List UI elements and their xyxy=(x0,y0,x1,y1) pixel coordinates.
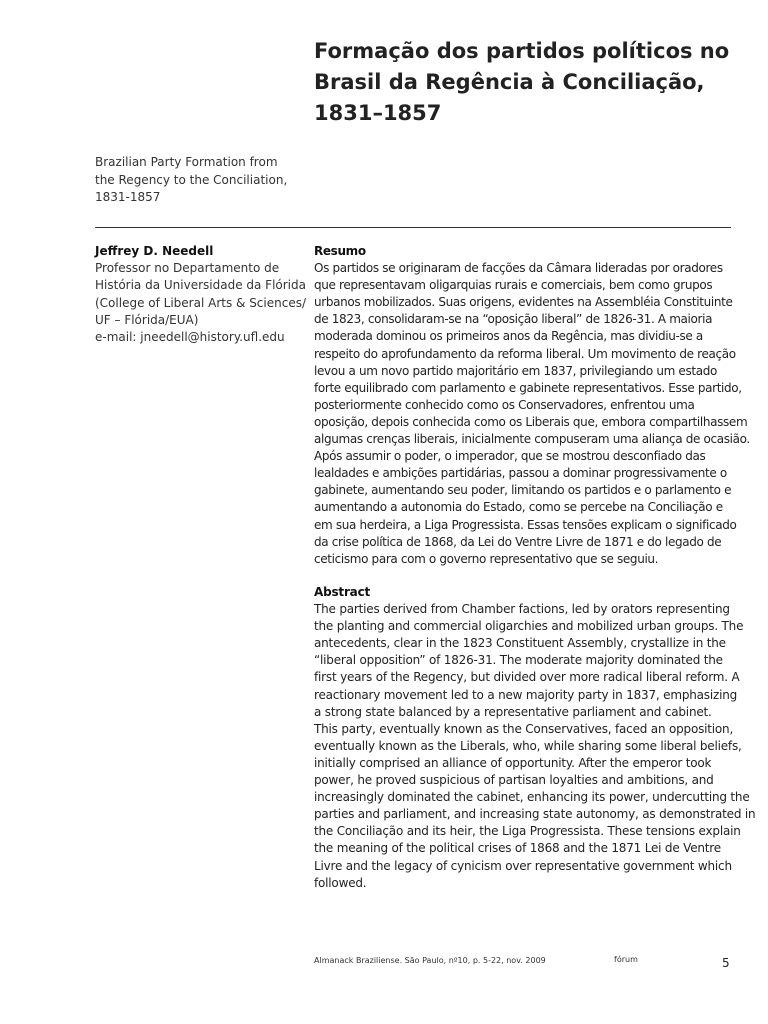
article-title-line: Formação dos partidos políticos no xyxy=(314,39,730,63)
author-affiliation-line: (College of Liberal Arts & Sciences/ xyxy=(95,295,307,310)
article-title xyxy=(314,36,734,129)
resumo-line: que representavam oligarquias rurais e comerciais, bem como grupos xyxy=(314,278,713,293)
resumo-line: levou a um novo partido majoritário em 1837, privilegiando um estado xyxy=(314,363,717,378)
abstract-line: eventually known as the Liberals, who, while sharing some liberal beliefs, xyxy=(314,738,742,753)
abstract-heading: Abstract xyxy=(314,585,371,599)
resumo-line: ceticismo para com o governo representativo que se seguiu. xyxy=(314,551,659,566)
article-title-line: 1831–1857 xyxy=(314,101,442,125)
abstract-section xyxy=(314,584,756,892)
resumo-line: moderada dominou os primeiros anos da Regência, mas dividiu-se a xyxy=(314,329,703,344)
resumo-line: Os partidos se originaram de facções da Câmara lideradas por oradores xyxy=(314,261,723,276)
abstract-line: a strong state balanced by a representative parliament and cabinet. xyxy=(314,704,712,719)
abstract-line: increasingly dominated the cabinet, enhancing its power, undercutting the xyxy=(314,790,750,805)
english-title-line: 1831-1857 xyxy=(95,190,161,204)
resumo-line: urbanos mobilizados. Suas origens, evidentes na Assembléia Constituinte xyxy=(314,295,733,310)
resumo-line: em sua herdeira, a Liga Progressista. Essas tensões explicam o significado xyxy=(314,517,737,532)
author-affiliation-line: UF – Flórida/EUA) xyxy=(95,312,199,327)
abstract-line: Livre and the legacy of cynicism over representative government which xyxy=(314,858,732,873)
author-block xyxy=(95,243,305,346)
resumo-section xyxy=(314,243,750,568)
abstract-line: first years of the Regency, but divided over more radical liberal reform. A xyxy=(314,670,740,685)
resumo-line: aumentando a autonomia do Estado, como se percebe na Conciliação e xyxy=(314,500,723,515)
abstract-line: parties and parliament, and increasing state autonomy, as demonstrated in xyxy=(314,807,756,822)
horizontal-divider xyxy=(95,227,731,228)
resumo-heading: Resumo xyxy=(314,244,366,258)
resumo-line: gabinete, aumentando seu poder, limitando os partidos e o parlamento e xyxy=(314,483,732,498)
abstract-line: “liberal opposition” of 1826-31. The moderate majority dominated the xyxy=(314,653,723,668)
abstract-line: followed. xyxy=(314,875,367,890)
author-name: Jeffrey D. Needell xyxy=(95,244,214,258)
english-title xyxy=(95,154,305,207)
footer-section-label: fórum xyxy=(614,955,638,964)
author-email: e-mail: jneedell@history.ufl.edu xyxy=(95,330,285,345)
author-affiliation-line: Professor no Departamento de xyxy=(95,261,280,276)
english-title-line: the Regency to the Conciliation, xyxy=(95,172,288,187)
article-title-line: Brasil da Regência à Conciliação, xyxy=(314,70,705,94)
resumo-line: respeito do aprofundamento da reforma liberal. Um movimento de reação xyxy=(314,346,736,361)
resumo-line: forte equilibrado com parlamento e gabinete representativos. Esse partido, xyxy=(314,380,742,395)
abstract-line: The parties derived from Chamber factions, led by orators representing xyxy=(314,602,730,617)
page-number: 5 xyxy=(722,956,730,970)
resumo-line: da crise política de 1868, da Lei do Ventre Livre de 1871 e do legado de xyxy=(314,534,722,549)
resumo-line: lealdades e ambições partidárias, passou a dominar progressivamente o xyxy=(314,466,727,481)
abstract-line: power, he proved suspicious of partisan loyalties and ambitions, and xyxy=(314,773,714,788)
abstract-line: initially comprised an alliance of opportunity. After the emperor took xyxy=(314,755,712,770)
abstract-line: the meaning of the political crises of 1868 and the 1871 Lei de Ventre xyxy=(314,841,721,856)
resumo-line: Após assumir o poder, o imperador, que se mostrou desconfiado das xyxy=(314,449,706,464)
resumo-line: oposição, depois conhecida como os Liberais que, embora compartilhassem xyxy=(314,414,748,429)
author-affiliation-line: História da Universidade da Flórida xyxy=(95,278,306,293)
footer-citation: Almanack Braziliense. São Paulo, nº10, p. 5-22, nov. 2009 xyxy=(314,956,546,965)
abstract-line: reactionary movement led to a new majority party in 1837, emphasizing xyxy=(314,687,738,702)
resumo-line: algumas crenças liberais, inicialmente compuseram uma aliança de ocasião. xyxy=(314,432,750,447)
english-title-line: Brazilian Party Formation from xyxy=(95,155,278,169)
abstract-line: the Conciliação and its heir, the Liga Progressista. These tensions explain xyxy=(314,824,741,839)
abstract-line: the planting and commercial oligarchies and mobilized urban groups. The xyxy=(314,619,744,634)
resumo-line: de 1823, consolidaram-se na “oposição liberal” de 1826-31. A maioria xyxy=(314,312,713,327)
abstract-line: antecedents, clear in the 1823 Constituent Assembly, crystallize in the xyxy=(314,636,726,651)
abstract-line: This party, eventually known as the Conservatives, faced an opposition, xyxy=(314,721,734,736)
resumo-line: posteriormente conhecido como os Conservadores, enfrentou uma xyxy=(314,397,695,412)
